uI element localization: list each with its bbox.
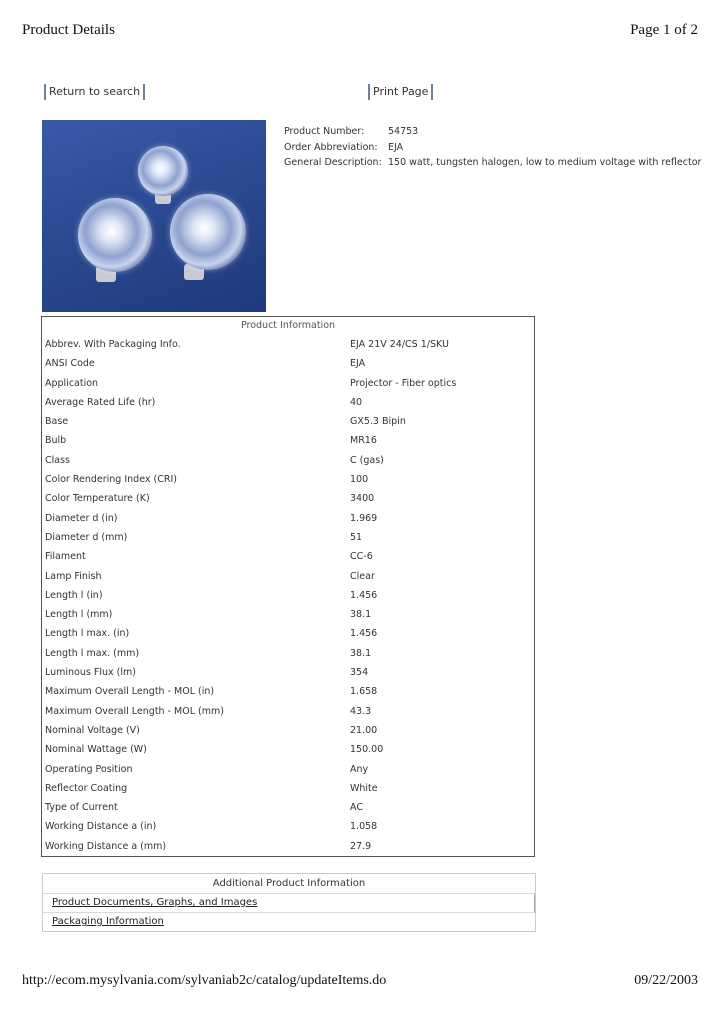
table-row [42,837,534,856]
table-row [42,760,534,779]
attribute-value: C (gas) [350,454,384,466]
attribute-value: 40 [350,396,363,408]
additional-info-title: Additional Product Information [43,874,535,894]
attribute-name: Working Distance a (mm) [45,840,167,852]
attribute-value: Projector - Fiber optics [350,377,457,389]
lamp-reflector [170,194,246,270]
attribute-value: 100 [350,474,369,486]
table-row [42,431,534,450]
additional-info-panel [42,873,536,932]
attribute-value: 27.9 [350,840,372,852]
attribute-name: Color Temperature (K) [45,493,150,505]
attribute-value: 51 [350,531,363,543]
table-row [42,605,534,624]
attribute-name: Maximum Overall Length - MOL (in) [45,686,215,698]
page-number: Page 1 of 2 [630,22,698,38]
attribute-value: 1.658 [350,686,378,698]
attribute-value: 1.456 [350,628,378,640]
print-page-button[interactable]: Print Page [368,84,433,100]
table-row [42,663,534,682]
attribute-name: Length l max. (mm) [45,647,140,659]
table-row [42,817,534,836]
summary-value: 54753 [388,126,419,137]
table-row [42,779,534,798]
attribute-name: Average Rated Life (hr) [45,396,156,408]
attribute-name: Length l (mm) [45,609,113,621]
product-documents-link[interactable]: Product Documents, Graphs, and Images [43,894,535,913]
attribute-name: Maximum Overall Length - MOL (mm) [45,705,224,717]
table-row [42,509,534,528]
page-url: http://ecom.mysylvania.com/sylvaniab2c/catalog/updateItems.do [22,973,387,988]
table-row [42,682,534,701]
table-row [42,335,534,354]
attribute-value: GX5.3 Bipin [350,416,406,428]
table-row [42,470,534,489]
product-summary [284,124,701,171]
summary-label: General Description: [284,157,382,168]
table-row [42,798,534,817]
summary-row [284,155,701,171]
return-to-search-button[interactable]: Return to search [44,84,145,100]
attribute-value: 1.969 [350,512,378,524]
table-row [42,489,534,508]
attribute-name: Filament [45,551,86,563]
table-row [42,354,534,373]
table-row [42,567,534,586]
attribute-value: EJA 21V 24/CS 1/SKU [350,339,449,350]
attribute-value: 3400 [350,493,375,505]
table-row [42,374,534,393]
print-date: 09/22/2003 [634,973,698,988]
lamp-reflector [138,146,188,196]
summary-value: 150 watt, tungsten halogen, low to medium voltage with reflector [388,157,702,168]
table-row [42,624,534,643]
attribute-value: 21.00 [350,724,378,736]
table-row [42,393,534,412]
attribute-name: Application [45,377,99,389]
attribute-name: Working Distance a (in) [45,821,157,833]
table-row [42,586,534,605]
table-row [42,528,534,547]
attribute-value: AC [350,802,363,814]
attribute-value: 1.456 [350,589,378,601]
attribute-value: 150.00 [350,744,384,756]
attribute-name: Type of Current [45,802,118,814]
packaging-information-link[interactable]: Packaging Information [52,916,164,927]
summary-row [284,140,701,156]
table-row [42,702,534,721]
attribute-name: Lamp Finish [45,570,102,582]
attribute-value: MR16 [350,435,377,447]
attribute-value: 38.1 [350,609,372,621]
summary-label: Product Number: [284,126,365,137]
summary-label: Order Abbreviation: [284,141,378,153]
attribute-name: Length l (in) [45,589,103,601]
attribute-name: Nominal Wattage (W) [45,744,147,756]
table-row [42,412,534,431]
attribute-name: Bulb [45,435,67,447]
attribute-value: EJA [350,358,366,370]
attribute-value: CC-6 [350,551,373,563]
table-row [42,740,534,759]
attribute-name: Reflector Coating [45,782,128,794]
attribute-name: Operating Position [45,763,133,775]
product-information-title: Product Information [240,320,336,331]
summary-value: EJA [388,141,404,153]
attribute-value: Clear [350,570,375,582]
attribute-name: Luminous Flux (lm) [45,667,136,679]
page-header-title: Product Details [22,22,115,38]
product-image [42,120,266,312]
attribute-value: White [350,782,378,794]
attribute-value: 1.058 [350,821,378,833]
table-row [42,451,534,470]
lamp-reflector [78,198,152,272]
attribute-name: Diameter d (in) [45,512,118,524]
attribute-name: Length l max. (in) [45,628,130,640]
attribute-name: Abbrev. With Packaging Info. [45,339,181,350]
table-row [42,547,534,566]
attribute-value: 354 [350,667,369,679]
attribute-name: Base [45,416,69,428]
attribute-value: 38.1 [350,647,372,659]
attribute-name: Class [45,454,70,466]
attribute-name: Nominal Voltage (V) [45,724,140,736]
attribute-value: 43.3 [350,705,372,717]
attribute-name: Diameter d (mm) [45,531,128,543]
table-row [42,644,534,663]
table-row [42,721,534,740]
summary-row [284,124,701,140]
attribute-name: Color Rendering Index (CRI) [45,474,177,486]
attribute-value: Any [350,763,369,775]
attribute-name: ANSI Code [45,358,95,370]
product-information-table [41,316,535,857]
